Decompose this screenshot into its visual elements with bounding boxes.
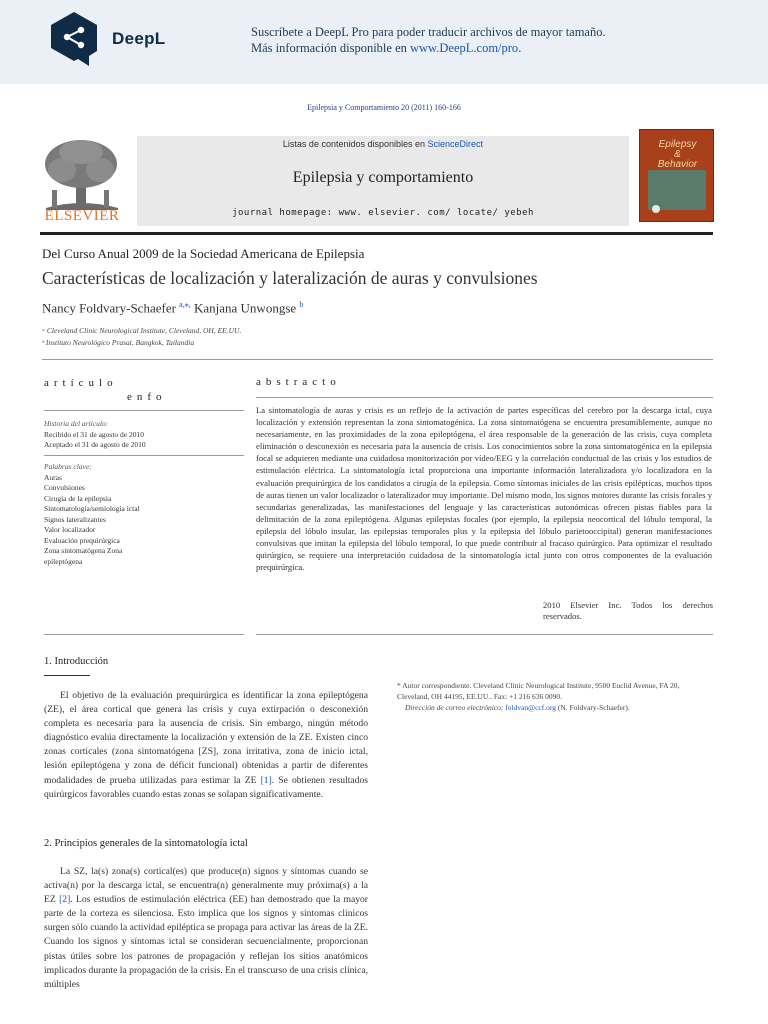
deepl-wordmark: DeepL (112, 29, 166, 48)
keyword-item: Auras (44, 472, 62, 482)
history-label: Historia del artículo: (44, 419, 109, 428)
article-history (44, 419, 146, 451)
affiliation-a: ᵃ Cleveland Clinic Neurological Institute, Cleveland, OH, EE.UU. (42, 326, 242, 335)
contents-prefix: Listas de contenidos disponibles en (282, 139, 428, 149)
article-info-heading-line-1: artículo (44, 377, 118, 389)
deepl-promo-text (251, 24, 606, 56)
keyword-item: epileptógena (44, 556, 83, 566)
keywords-label: Palabras clave: (44, 462, 92, 471)
accepted-date: Aceptado el 31 de agosto de 2010 (44, 440, 146, 449)
article-title: Características de localización y lateralización de auras y convulsiones (42, 268, 538, 288)
header-divider (40, 232, 713, 235)
cover-title-line-1: Epilepsy (658, 139, 697, 150)
section-1-paragraph (44, 689, 368, 802)
keyword-item: Sintomatología/semiología ictal (44, 504, 140, 513)
contents-listing (137, 139, 629, 149)
footnote-address: * Autor correspondiente. Cleveland Clinic Neurological Institute, 9500 Euclid Avenue, FA 20, Cleveland, OH 44195, EE.UU.. Fax: +1 216 636 0090. (397, 681, 680, 701)
deepl-pro-link[interactable]: www.DeepL.com/pro (410, 41, 519, 55)
corresponding-author-mark[interactable]: ⁎, (184, 300, 191, 309)
article-info-heading-line-2: enfo (127, 391, 167, 403)
cover-title-line-2: & (674, 149, 681, 160)
section-1-text-end: . Se obtienen resultados quirúrgicos favorables cuando estas zonas se solapan significativamente. (44, 774, 368, 800)
elsevier-wordmark: ELSEVIER (44, 208, 120, 224)
journal-header (137, 136, 629, 226)
received-date: Recibido el 31 de agosto de 2010 (44, 429, 144, 439)
journal-name: Epilepsia y comportamiento (292, 169, 474, 186)
cover-illustration (648, 170, 706, 210)
promo-suffix: . (518, 41, 522, 55)
info-divider (44, 410, 244, 411)
section-2-text-end: . Los estudios de estimulación eléctrica (EE) han demostrado que la mayor parte de la corteza es silenciosa. Esto implica que los signos y síntomas clínicos surgen sólo cuando la actividad epiléptica se propaga para activar las áreas de la ZE. Cuando los signos y síntomas ictal se consideran secuencialmente, proporcionan pistas útiles sobre los patrones de propagación y reflejan los sitios anatómicos implicados durante la propagación de la crisis. En el transcurso de una crisis clínica, múltiples (44, 894, 369, 990)
title-divider (42, 359, 713, 360)
journal-citation[interactable]: Epilepsia y Comportamiento 20 (2011) 160-166 (307, 103, 461, 112)
keyword-item: Signos lateralizantes (44, 514, 106, 524)
journal-cover-image (639, 129, 714, 222)
reference-link-2[interactable]: [2] (59, 894, 71, 906)
promo-prefix: Más información disponible en (251, 41, 410, 55)
author-2-affiliation-mark[interactable]: b (299, 300, 304, 309)
deepl-banner (0, 0, 768, 84)
author-1: Nancy Foldvary-Schaefer (42, 300, 176, 316)
article-info-heading (44, 376, 167, 404)
keyword-item: Evaluación prequirúrgica (44, 535, 120, 545)
author-1-affiliation-mark[interactable]: a, (179, 300, 185, 309)
keyword-item: Convulsiones (44, 483, 85, 492)
promo-line-1: Suscríbete a DeepL Pro para poder traducir archivos de mayor tamaño. (251, 25, 606, 39)
journal-homepage[interactable]: journal homepage: www. elsevier. com/ locate/ yebeh (232, 208, 534, 218)
section-2-title: 2. Principios generales de la sintomatología ictal (44, 838, 248, 849)
keyword-item: Valor localizador (44, 525, 96, 534)
cover-emblem-icon (652, 205, 660, 213)
copyright-notice: 2010 Elsevier Inc. Todos los derechos reservados. (543, 600, 713, 621)
promo-line-2 (251, 40, 606, 56)
sciencedirect-link[interactable]: ScienceDirect (427, 139, 484, 149)
affiliation-b: ᵇ Instituto Neurológico Prasat, Bangkok, Tailandia (42, 338, 195, 347)
section-2-paragraph (44, 865, 368, 992)
abstract-bottom-divider (256, 634, 713, 635)
author-2: Kanjana Unwongse (190, 300, 297, 316)
cover-title (640, 140, 714, 170)
corresponding-author-footnote (391, 680, 713, 713)
abstract-heading: abstracto (256, 376, 341, 388)
author-email-link[interactable]: foldvan@ccf.org (505, 703, 556, 712)
section-2-text: La SZ, la(s) zona(s) cortical(es) que produce(n) signos y síntomas cuando se activa(n) por la descarga ictal, se encuentra(n) generalmente muy próxima(s) a la EZ (44, 866, 368, 906)
keyword-item: Cirugía de la epilepsia (44, 493, 112, 503)
keyword-item: Zona sintomatógena Zona (44, 546, 123, 555)
course-line: Del Curso Anual 2009 de la Sociedad Americana de Epilepsia (42, 246, 365, 261)
cover-title-line-3: Behavior (657, 159, 698, 170)
keywords-list (44, 462, 204, 567)
footnote-email-line (391, 702, 713, 713)
email-suffix: (N. Foldvary-Schaefer). (555, 703, 630, 712)
section-1-title: 1. Introducción (44, 656, 109, 667)
keywords-divider (44, 455, 244, 456)
abstract-text: La sintomatología de auras y crisis es un reflejo de la activación de partes específicas del cerebro por la descarga ictal, cuya localización y extensión representan la zona sintomatogénica. La zona sintomatógena se encuentra presumiblemente, aunque no necesariamente, en las proximidades de la zona epileptógena, el área responsable de la generación de las crisis, cuya completa eliminación o desconexión es necesaria para la ausencia de crisis. Los conocimientos sobre la zona sintomatogénica en la epilepsia focal se adquieren mediante una cuidadosa monitorización por vídeo/EEG y la correlación conductual de las crisis y los estudios de estimulación eléctrica. La sintomatología ictal proporciona una importante información lateralizadora y/o localizadora en la evaluación prequirúrgica de los candidatos a cirugía de la epilepsia. Como síntomas iniciales de las crisis epilépticas, muchos tipos de auras tienen un valor localizador o lateralizador muy importante. Del mismo modo, los signos motores durante las crisis focales y secundarias generalizadas, las manifestaciones del lenguaje y las características autonómicas ofrecen pistas fiables para la delimitación de la zona epileptógena. Algunas epilepsias focales (por ejemplo, la epilepsia neocortical del lóbulo temporal, la epilepsia del lóbulo insular, las epilepsias temporales plus y la epilepsia del lóbulo parietooccipital) generan manifestaciones convulsivas que imitan la epilepsia del lóbulo temporal, lo que puede contribuir al fracaso quirúrgico. Para optimizar el resultado quirúrgico, se requiere una interpretación cuidadosa de la sintomatología ictal junto con otros componentes de la evaluación prequirúrgica. (256, 405, 712, 573)
section-1-text: El objetivo de la evaluación prequirúrgica es identificar la zona epileptógena (ZE), el área cortical que genera las crisis y cuya extirpación o desconexión completa es necesaria para la ausencia de crisis. Sin embargo, ningún método diagnóstico evalúa directamente la localización y extensión de la ZE. Existen cinco zonas corticales (zona sintomatógena [ZS], zona irritativa, zona de inicio ictal, lesión epileptógena y zona de déficit funcional) obtenidas a partir de diferentes modalidades de prueba utilizadas para estimar la ZE (44, 690, 368, 786)
author-list (42, 300, 303, 316)
section-1-underline (44, 675, 90, 676)
reference-link-1[interactable]: [1] (260, 774, 272, 786)
email-label: Dirección de correo electrónico: (405, 703, 506, 712)
deepl-logo-icon (48, 10, 100, 68)
deepl-logo[interactable] (48, 10, 165, 68)
info-bottom-divider (44, 634, 244, 635)
abstract-divider (256, 397, 713, 398)
